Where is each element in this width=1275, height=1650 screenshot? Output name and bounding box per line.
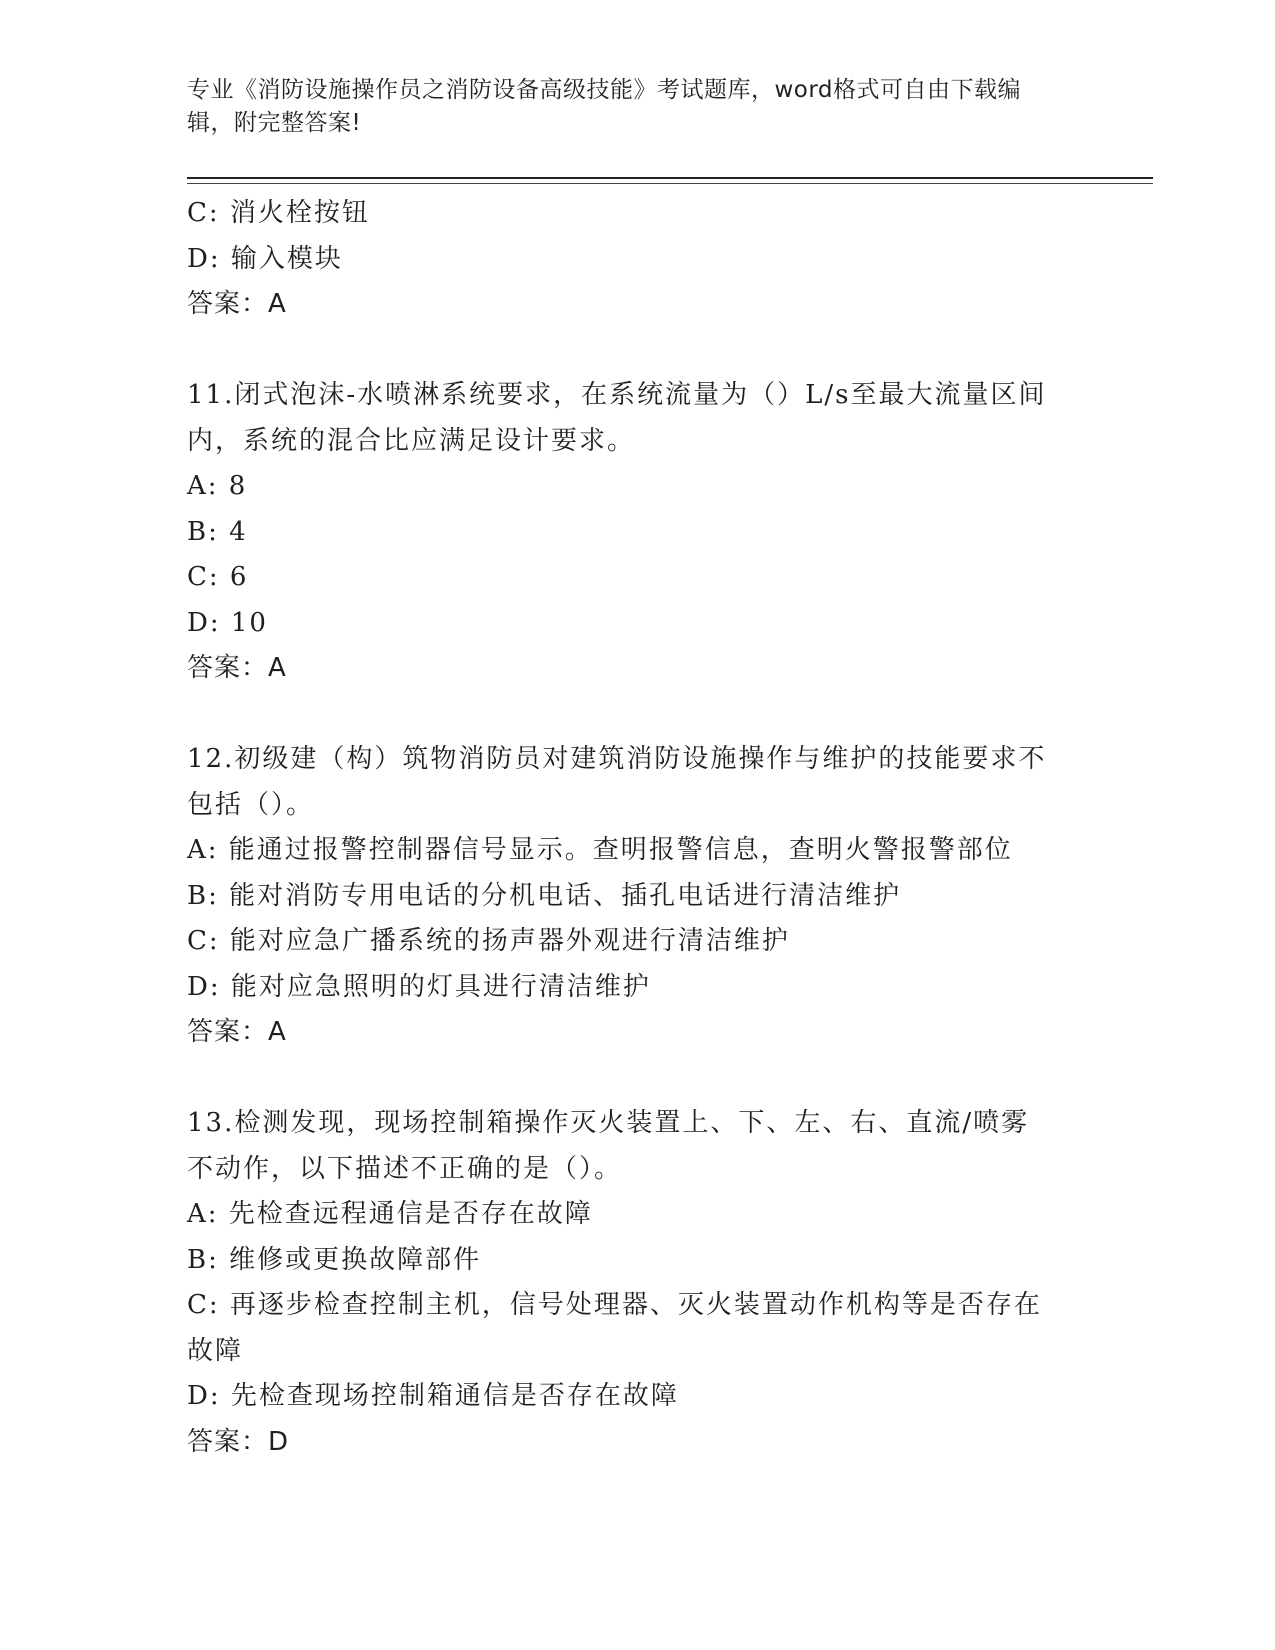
answer-line: 答案：A	[187, 653, 287, 683]
question-block-11	[187, 373, 1087, 692]
option-d: D: 能对应急照明的灯具进行清洁维护	[187, 971, 651, 1002]
question-text: 11.闭式泡沫-水喷淋系统要求，在系统流量为（）L/s至最大流量区间	[187, 380, 1047, 410]
question-text: 不动作，以下描述不正确的是（）。	[187, 1153, 623, 1184]
answer-line: 答案：A	[187, 289, 287, 319]
option-c: C: 消火栓按钮	[187, 198, 370, 228]
option-a: A: 先检查远程通信是否存在故障	[187, 1199, 593, 1229]
option-d: D: 10	[187, 607, 268, 638]
option-a: A: 能通过报警控制器信号显示。查明报警信息，查明火警报警部位	[187, 835, 1013, 865]
question-block-13	[187, 1101, 1087, 1465]
option-b: B: 能对消防专用电话的分机电话、插孔电话进行清洁维护	[187, 880, 902, 911]
option-c: C: 再逐步检查控制主机，信号处理器、灭火装置动作机构等是否存在	[187, 1290, 1042, 1320]
option-c: C: 6	[187, 562, 249, 592]
header-divider-thick	[187, 177, 1153, 179]
option-b: B: 4	[187, 516, 248, 547]
question-text: 12.初级建（构）筑物消防员对建筑消防设施操作与维护的技能要求不	[187, 744, 1047, 774]
option-c-continued: 故障	[187, 1335, 244, 1366]
question-text: 13.检测发现，现场控制箱操作灭火装置上、下、左、右、直流/喷雾	[187, 1108, 1030, 1138]
question-block-prev	[187, 191, 1087, 328]
question-text: 包括（）。	[187, 789, 315, 820]
answer-line: 答案：A	[187, 1017, 287, 1047]
header-line-2: 辑，附完整答案!	[187, 110, 362, 136]
option-c: C: 能对应急广播系统的扬声器外观进行清洁维护	[187, 926, 790, 956]
question-block-12	[187, 737, 1087, 1056]
header-divider-thin	[187, 183, 1153, 184]
header-line-1: 专业《消防设施操作员之消防设备高级技能》考试题库，word格式可自由下载编	[187, 77, 1022, 103]
option-d: D: 输入模块	[187, 243, 343, 274]
option-a: A: 8	[187, 471, 248, 501]
question-list	[187, 191, 1087, 1465]
option-d: D: 先检查现场控制箱通信是否存在故障	[187, 1381, 679, 1411]
answer-line: 答案：D	[187, 1426, 290, 1457]
question-text: 内，系统的混合比应满足设计要求。	[187, 425, 636, 456]
page-header	[187, 74, 1087, 140]
option-b: B: 维修或更换故障部件	[187, 1244, 482, 1275]
